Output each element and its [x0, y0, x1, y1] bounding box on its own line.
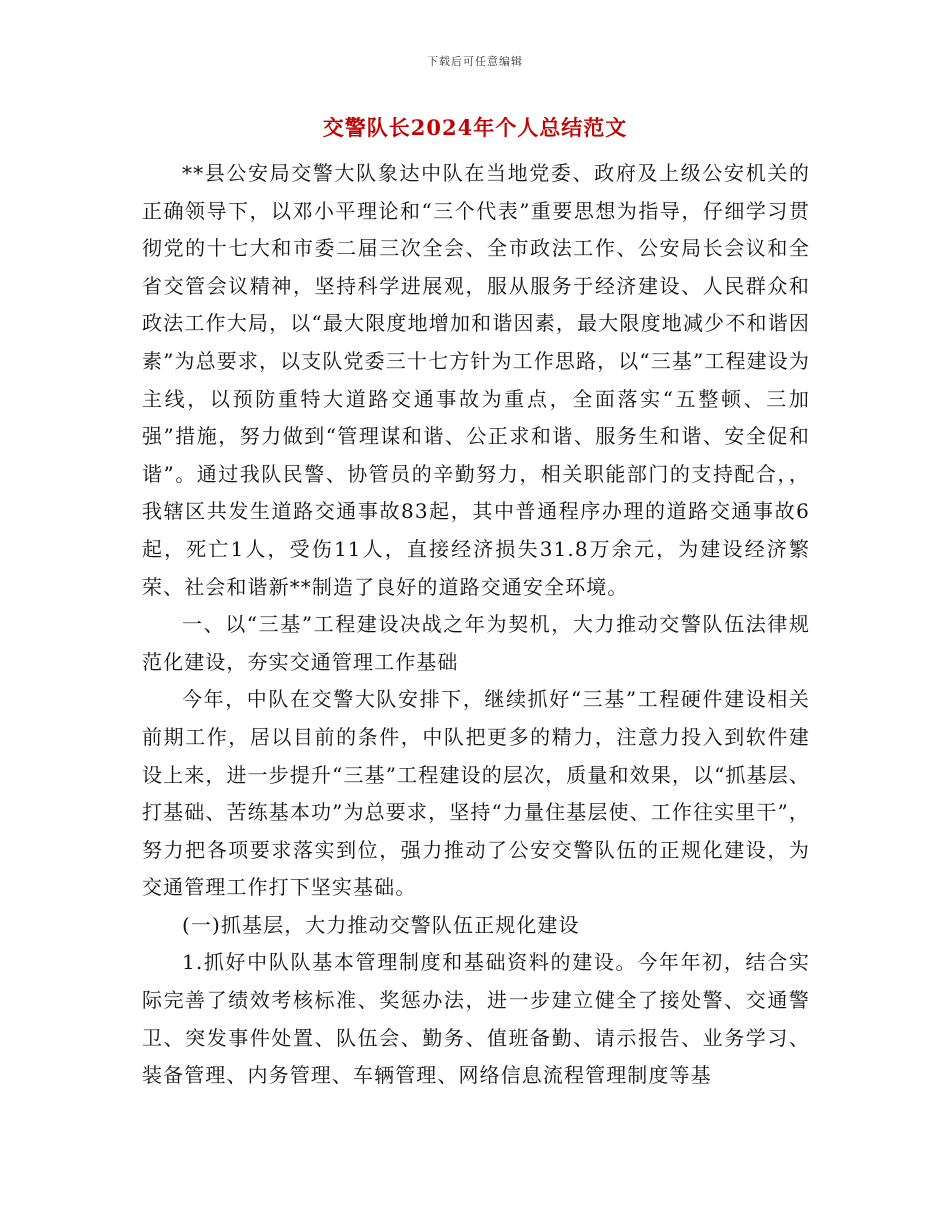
document-body — [142, 155, 810, 1095]
paragraph-intro: **县公安局交警大队象达中队在当地党委、政府及上级公安机关的正确领导下，以邓小平理论和“三个代表”重要思想为指导，仔细学习贯彻党的十七大和市委二届三次全会、全市政法工作、公安局长会议和全省交管会议精神，坚持科学进展观，服从服务于经济建设、人民群众和政法工作大局，以“最大限度地增加和谐因素，最大限度地减少不和谐因素”为总要求，以支队党委三十七方针为工作思路，以“三基”工程建设为主线，以预防重特大道路交通事故为重点，全面落实“五整顿、三加强”措施，努力做到“管理谋和谐、公正求和谐、服务生和谐、安全促和谐”。通过我队民警、协管员的辛勤努力，相关职能部门的支持配合，，我辖区共发生道路交通事故83起，其中普通程序办理的道路交通事故6起，死亡1人，受伤11人，直接经济损失31.8万余元，为建设经济繁荣、社会和谐新**制造了良好的道路交通安全环境。 — [142, 161, 810, 599]
document-title: 交警队长2024年个人总结范文 — [322, 115, 628, 140]
paragraph-item-1: 1.抓好中队队基本管理制度和基础资料的建设。今年年初，结合实际完善了绩效考核标准、奖惩办法，进一步建立健全了接处警、交通警卫、突发事件处置、队伍会、勤务、值班备勤、请示报告、业务学习、装备管理、内务管理、车辆管理、网络信息流程管理制度等基 — [142, 950, 810, 1088]
paragraph-subheading: (一)抓基层，大力推动交警队伍正规化建设 — [182, 912, 580, 937]
header-note: 下载后可任意编辑 — [427, 55, 523, 68]
paragraph-this-year: 今年，中队在交警大队安排下，继续抓好“三基”工程硬件建设相关前期工作，居以目前的条件，中队把更多的精力，注意力投入到软件建设上来，进一步提升“三基”工程建设的层次，质量和效果，以“抓基层、打基础、苦练基本功”为总要求，坚持“力量住基层使、工作往实里干”，努力把各项要求落实到位，强力推动了公安交警队伍的正规化建设，为交通管理工作打下坚实基础。 — [142, 687, 810, 900]
paragraph-section-heading: 一、以“三基”工程建设决战之年为契机，大力推动交警队伍法律规范化建设，夯实交通管理工作基础 — [142, 612, 810, 674]
